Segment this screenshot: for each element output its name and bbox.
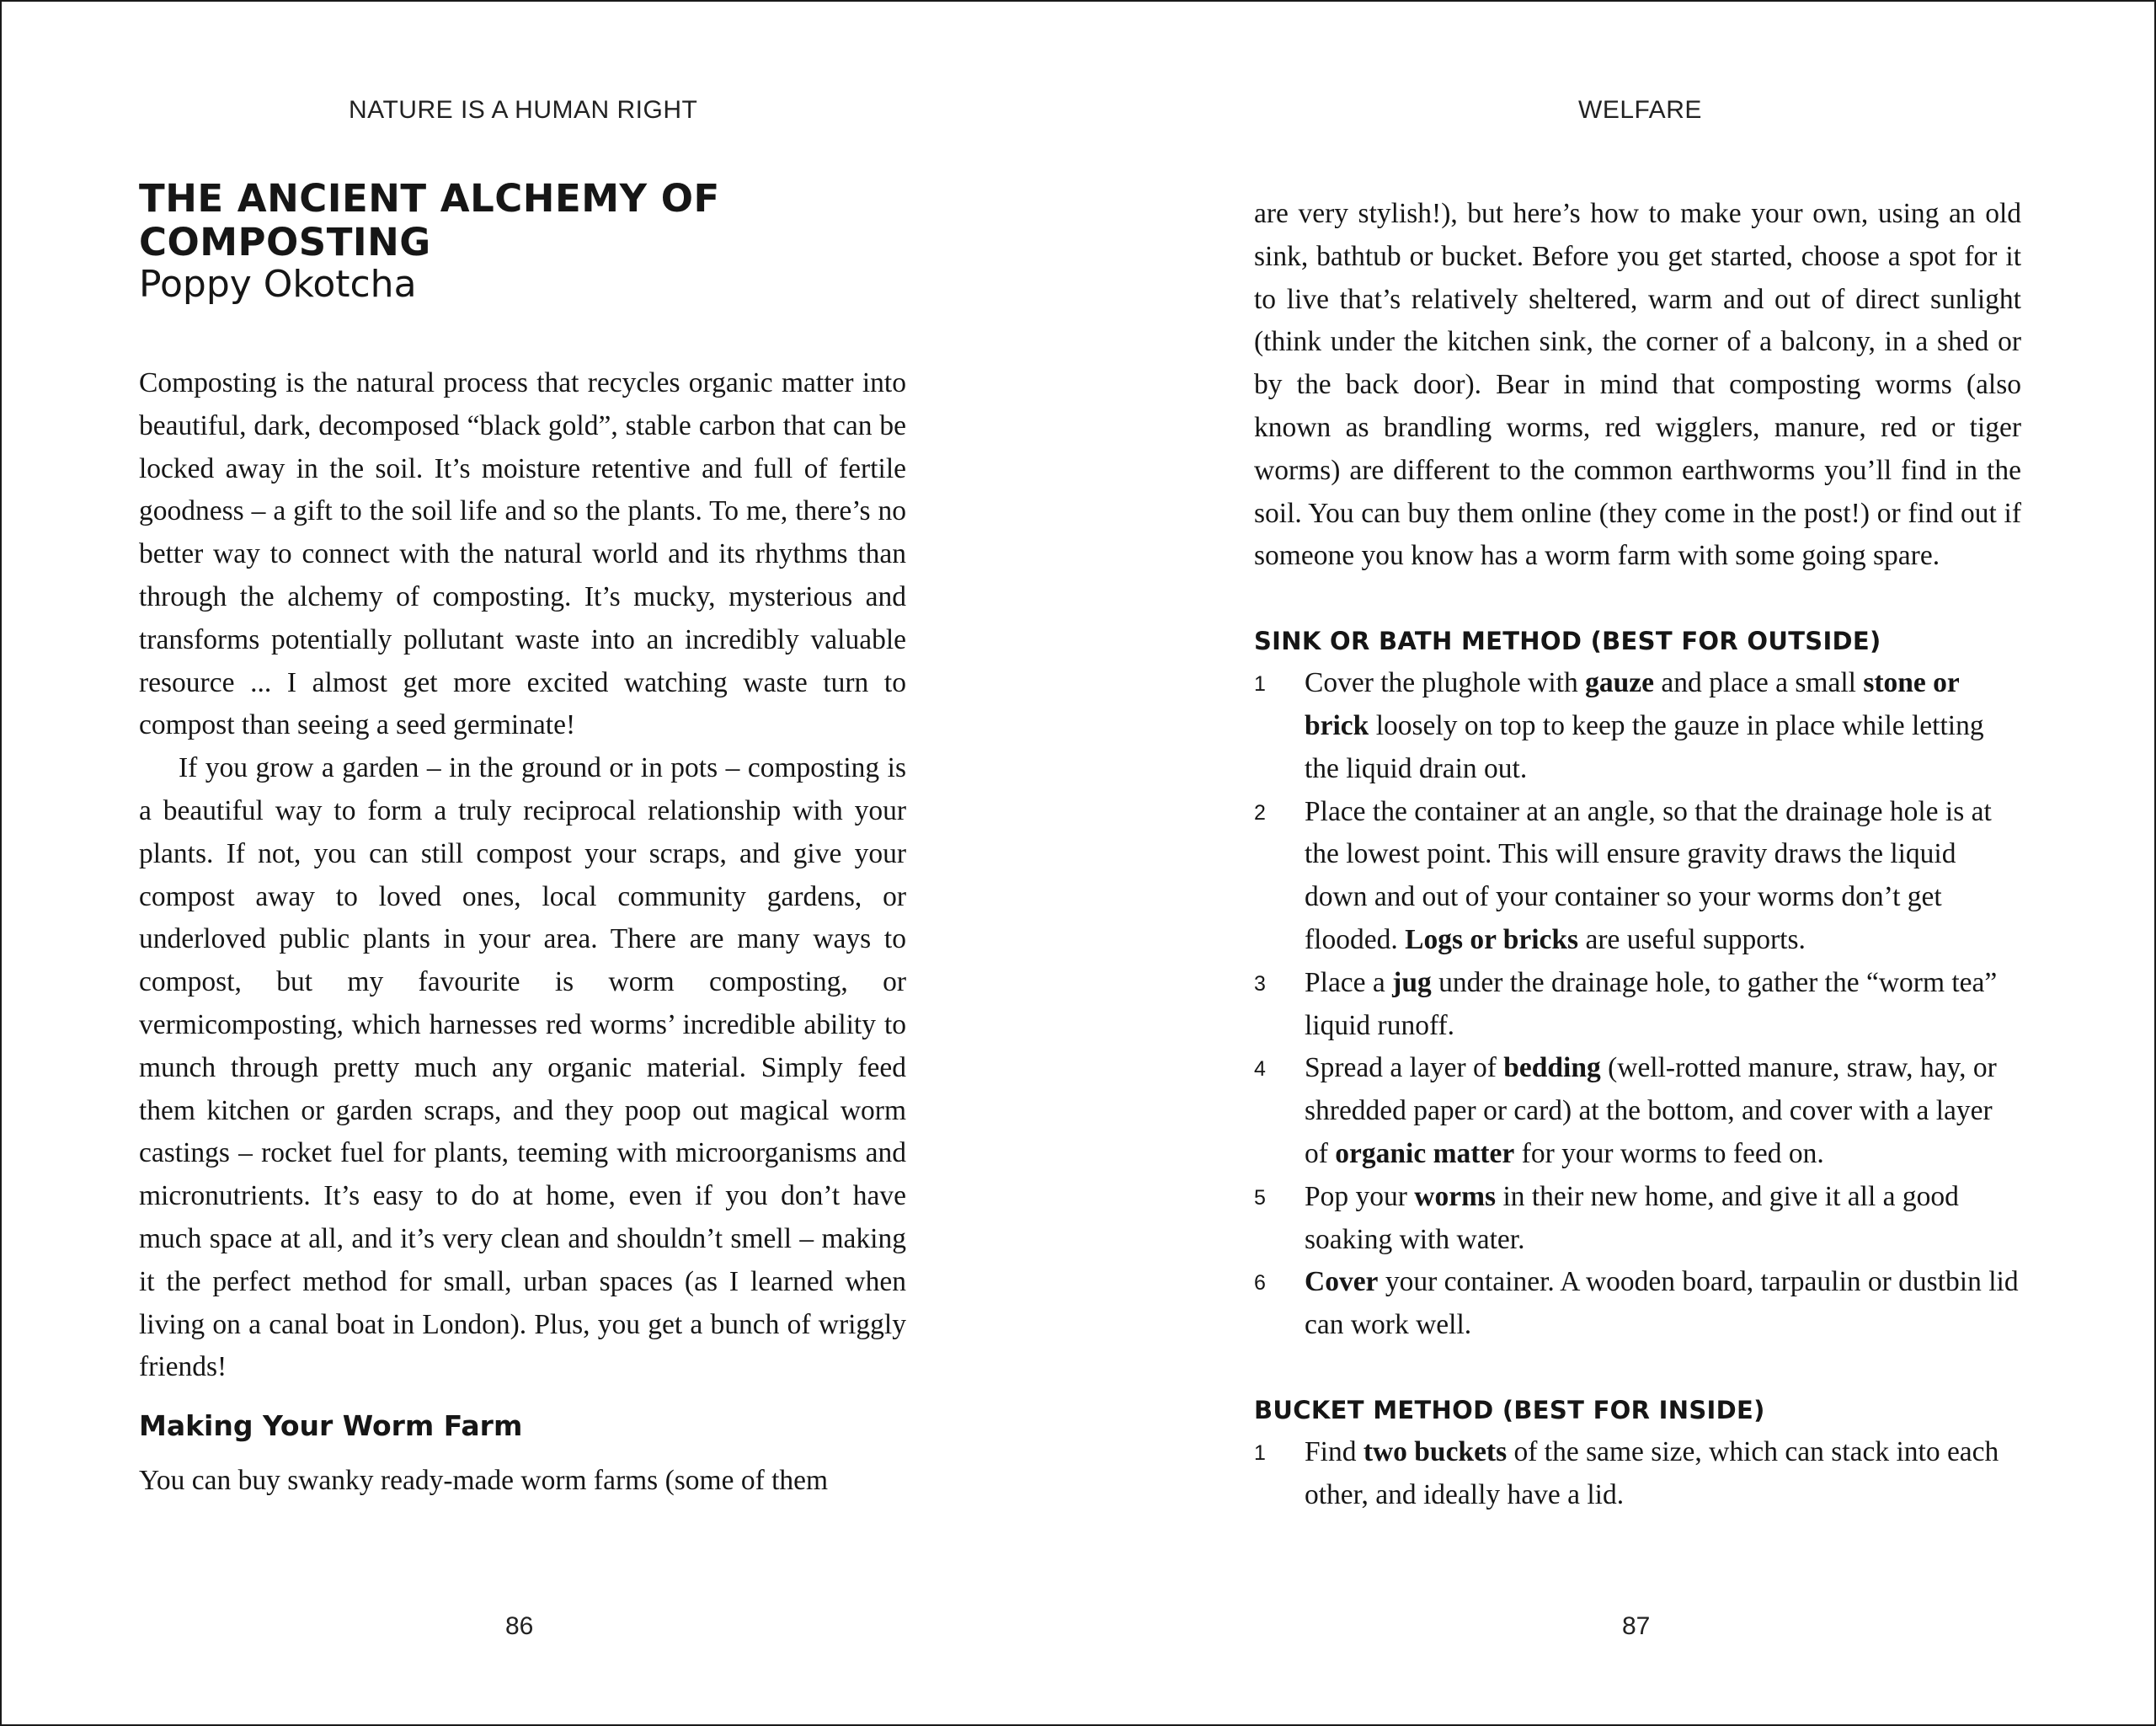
page-number-right: 87 — [1622, 1612, 1651, 1640]
step-bold: Cover — [1305, 1266, 1379, 1298]
title-line-2: COMPOSTING — [139, 220, 431, 265]
step-number: 4 — [1254, 1057, 1266, 1082]
step-text: under the drainage hole, to gather the “worm tea” liquid runoff. — [1305, 966, 1998, 1041]
step-bold: bedding — [1503, 1052, 1601, 1084]
step-text: your container. A wooden board, tarpaulin or dustbin lid can work well. — [1305, 1266, 2019, 1341]
step-number: 1 — [1254, 1440, 1266, 1465]
step-text: and place a small — [1653, 667, 1864, 699]
list-item — [1254, 1261, 2021, 1347]
step-text: Place the container at an angle, so that the drainage hole is at the lowest point. This will ensure gravity draws the liquid down and out of your container so your worms don’t get flooded. — [1305, 795, 1992, 955]
author-name: Poppy Okotcha — [139, 263, 417, 306]
list-item — [1254, 962, 2021, 1048]
step-bold: two buckets — [1363, 1435, 1508, 1467]
step-bold: worms — [1414, 1180, 1497, 1212]
paragraph-continuation: are very stylish!), but here’s how to make your own, using an old sink, bathtub or bucket. Before you get started, choose a spot for it to live that’s relatively sheltered, warm and out of direct sunlight (think under the kitchen sink, the corner of a balcony, in a shed or by the back door). Bear in mind that composting worms (also known as brandling worms, red wigglers, manure, red or tiger worms) are different to the common earthworms you’ll find in the soil. You can buy them online (they come in the post!) or find out if someone you know has a worm farm with some going spare. — [1254, 198, 2021, 572]
step-text: Place a — [1305, 966, 1393, 998]
step-number: 1 — [1254, 672, 1266, 697]
step-text: Spread a layer of — [1305, 1052, 1504, 1084]
heading-bucket-method: BUCKET METHOD (BEST FOR INSIDE) — [1254, 1395, 1765, 1424]
subheading-worm-farm: Making Your Worm Farm — [139, 1409, 523, 1443]
bucket-method-steps — [1254, 1431, 2021, 1517]
step-text: Pop your — [1305, 1180, 1415, 1212]
right-body-text — [1254, 193, 2021, 1517]
step-number: 6 — [1254, 1271, 1266, 1296]
left-body-text — [139, 362, 906, 1503]
paragraph-garden: If you grow a garden – in the ground or in pots – composting is a beautiful way to form a truly reciprocal relationship with your plants. If not, you can still compost your scraps, and give your compost away to loved ones, local community gardens, or underloved public plants in your area. There are many ways to compost, but my favourite is worm composting, or vermicomposting, which harnesses red worms’ incredible ability to munch through pretty much any organic material. Simply feed them kitchen or garden scraps, and they poop out magical worm castings – rocket fuel for plants, teeming with microorganisms and micronutrients. It’s easy to do at home, even if you don’t have much space at all, and it’s very clean and shouldn’t smell – making it the perfect method for small, urban spaces (as I learned when living on a canal boat in London). Plus, you get a bunch of wriggly friends! — [139, 752, 906, 1383]
step-bold: jug — [1392, 966, 1432, 998]
step-bold: organic matter — [1335, 1137, 1515, 1169]
paragraph-worm-farm: You can buy swanky ready-made worm farms (some of them — [139, 1465, 829, 1497]
list-item — [1254, 791, 2021, 962]
step-text: (well-rotted manure, straw, hay, or shredded paper or card) at the bottom, and cover with a layer of — [1305, 1052, 1997, 1169]
step-bold: stone or brick — [1305, 667, 1960, 741]
list-item — [1254, 662, 2021, 790]
step-text: of the same size, which can stack into each other, and ideally have a lid. — [1305, 1435, 1999, 1510]
step-text: are useful supports. — [1578, 923, 1806, 955]
step-bold: Logs or bricks — [1405, 923, 1579, 955]
step-number: 3 — [1254, 971, 1266, 996]
step-number: 5 — [1254, 1185, 1266, 1210]
page-number-left: 86 — [505, 1612, 534, 1640]
sink-method-steps — [1254, 662, 2021, 1347]
running-head-left: NATURE IS A HUMAN RIGHT — [349, 96, 698, 124]
title-line-1: THE ANCIENT ALCHEMY OF — [139, 176, 720, 221]
running-head-right: WELFARE — [1578, 96, 1702, 124]
step-text: loosely on top to keep the gauze in place while letting the liquid drain out. — [1305, 709, 1984, 784]
article-title — [139, 177, 720, 265]
step-number: 2 — [1254, 800, 1266, 825]
step-bold: gauze — [1585, 667, 1654, 699]
step-text: Cover the plughole with — [1305, 667, 1586, 699]
step-text: Find — [1305, 1435, 1364, 1467]
list-item — [1254, 1047, 2021, 1175]
heading-sink-method: SINK OR BATH METHOD (BEST FOR OUTSIDE) — [1254, 627, 1881, 656]
list-item — [1254, 1431, 2021, 1517]
paragraph-intro: Composting is the natural process that recycles organic matter into beautiful, dark, decomposed “black gold”, stable carbon that can be locked away in the soil. It’s moisture retentive and full of fertile goodness – a gift to the soil life and so the plants. To me, there’s no better way to connect with the natural world and its rhythms than through the alchemy of composting. It’s mucky, mysterious and transforms potentially pollutant waste into an incredibly valuable resource ... I almost get more excited watching waste turn to compost than seeing a seed germinate! — [139, 367, 906, 741]
step-text: in their new home, and give it all a good soaking with water. — [1305, 1180, 1959, 1255]
step-text: for your worms to feed on. — [1514, 1137, 1824, 1169]
list-item — [1254, 1176, 2021, 1262]
